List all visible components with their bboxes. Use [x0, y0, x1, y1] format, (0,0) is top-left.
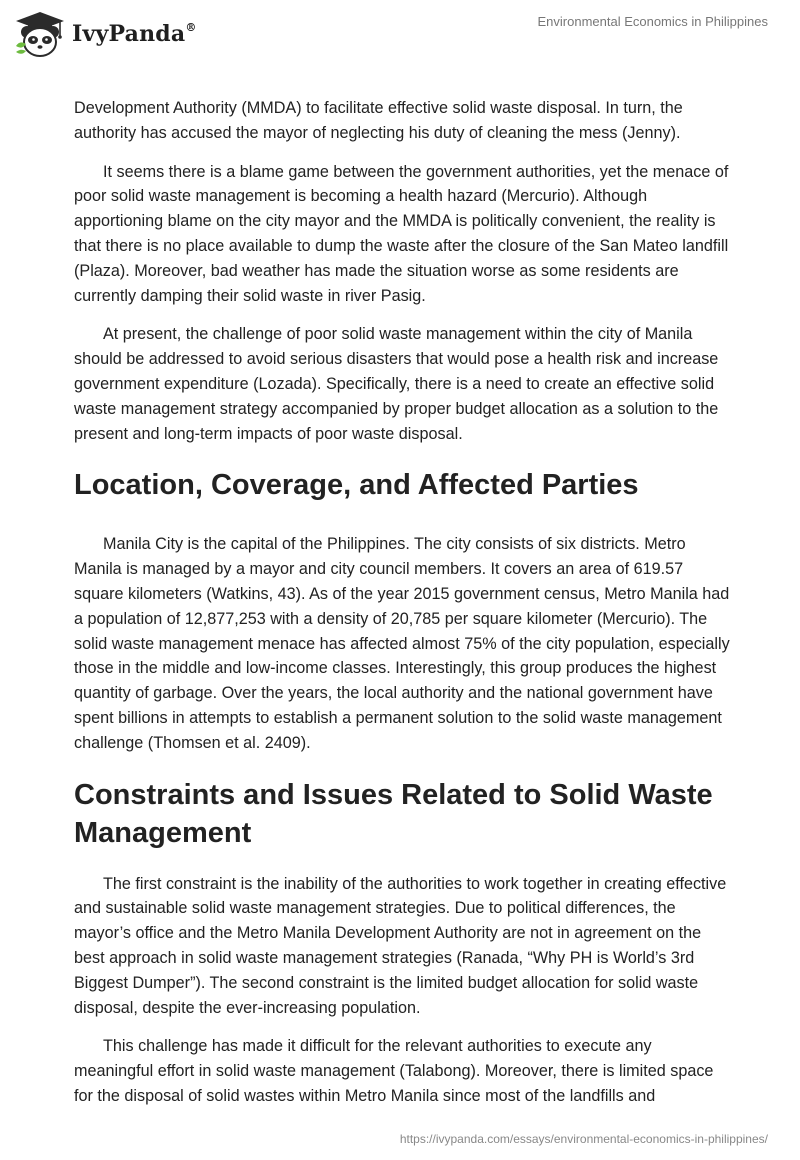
- source-url[interactable]: https://ivypanda.com/essays/environmental-economics-in-philippines/: [399, 1132, 768, 1146]
- paragraph: The first constraint is the inability of the authorities to work together in creating effective and sustainable solid waste management strategies. Due to political differences, the mayor’s office and the Metro Manila Development Authority are not in agreement on the best approach in solid waste management strategies (Ranada, “Why PH is World’s 3rd Biggest Dumper”). The second constraint is the limited budget allocation for solid waste disposal, despite the ever-increasing population.: [74, 874, 727, 1017]
- paragraph: Manila City is the capital of the Philippines. The city consists of six districts. Metro Manila is managed by a mayor and city council members. It covers an area of 619.57 square kilometers (Watkins, 43). As of the year 2015 government census, Metro Manila had a population of 12,877,253 with a density of 20,785 per square kilometer (Mercurio). The solid waste management menace has affected almost 75% of the city population, especially those in the middle and low-income classes. Interestingly, this group produces the highest quantity of garbage. Over the years, the local authority and the national government have spent billions in attempts to establish a permanent solution to the solid waste management challenge (Thomsen et al. 2409).: [74, 535, 730, 752]
- essay-content: [74, 96, 734, 1123]
- document-title: Environmental Economics in Philippines: [537, 14, 768, 29]
- section-heading: Constraints and Issues Related to Solid Waste Management: [74, 778, 713, 849]
- panda-graduate-icon: [14, 10, 66, 58]
- section-heading: Location, Coverage, and Affected Parties: [74, 469, 639, 502]
- paragraph: This challenge has made it difficult for the relevant authorities to execute any meaningful effort in solid waste management (Talabong). Moreover, there is limited space for the disposal of solid wastes within Metro Manila since most of the landfills and: [74, 1037, 714, 1105]
- paragraph: Development Authority (MMDA) to facilitate effective solid waste disposal. In turn, the authority has accused the mayor of neglecting his duty of cleaning the mess (Jenny).: [74, 99, 683, 142]
- logo-wordmark: IvyPanda®: [72, 20, 197, 47]
- paragraph: At present, the challenge of poor solid waste management within the city of Manila should be addressed to avoid serious disasters that would pose a health risk and increase government expenditure (Lozada). Specifically, there is a need to create an effective solid waste management strategy accompanied by proper budget allocation as a solution to the present and long-term impacts of poor waste disposal.: [74, 325, 719, 443]
- page-header: [0, 0, 800, 70]
- ivypanda-logo[interactable]: [14, 10, 197, 58]
- paragraph: It seems there is a blame game between the government authorities, yet the menace of poor solid waste management is becoming a health hazard (Mercurio). Although apportioning blame on the city mayor and the MMDA is politically convenient, the reality is that there is no place available to dump the waste after the closure of the San Mateo landfill (Plaza). Moreover, bad weather has made the situation worse as some residents are currently damping their solid waste in river Pasig.: [74, 162, 729, 305]
